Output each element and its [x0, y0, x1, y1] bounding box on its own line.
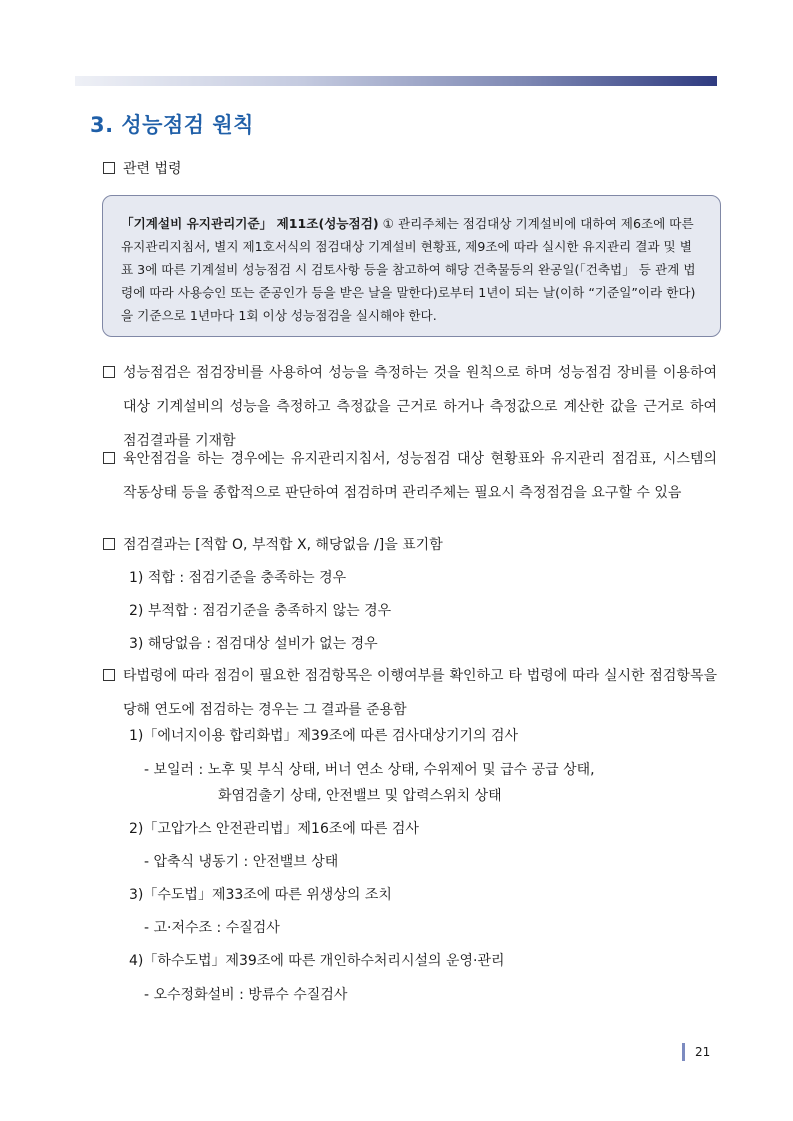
law-reference: 「기계설비 유지관리기준」 제11조(성능점검) [121, 216, 379, 231]
page-marker-bar [682, 1043, 685, 1061]
header-gradient-bar [75, 76, 717, 86]
principle-paragraph: 성능점검은 점검장비를 사용하여 성능을 측정하는 것을 원칙으로 하며 성능점검 장비를 이용하여 대상 기계설비의 성능을 측정하고 측정값을 근거로 하거나 측정값으로 계산한 값을 근거로 하여 점검결과를 기재함 [103, 356, 717, 458]
related-law-heading: 관련 법령 [103, 159, 182, 179]
law-item-title: 3)「수도법」제33조에 따른 위생상의 조치 [129, 887, 392, 903]
law-item-detail: - 고·저수조 : 수질검사 [144, 920, 280, 936]
law-quote-box [102, 195, 721, 337]
square-bullet-icon [103, 366, 115, 378]
other-laws-paragraph: 타법령에 따라 점검이 필요한 점검항목은 이행여부를 확인하고 타 법령에 따라 실시한 점검항목을 당해 연도에 점검하는 경우는 그 결과를 준용함 [103, 659, 717, 727]
marking-heading: 점검결과는 [적합 O, 부적합 X, 해당없음 /]을 표기함 [103, 535, 443, 555]
principle-paragraph: 육안점검을 하는 경우에는 유지관리지침서, 성능점검 대상 현황표와 유지관리 점검표, 시스템의 작동상태 등을 종합적으로 판단하여 점검하며 관리주체는 필요시 측정점검을 요구할 수 있음 [103, 442, 717, 510]
square-bullet-icon [103, 669, 115, 681]
law-item-detail: - 보일러 : 노후 및 부식 상태, 버너 연소 상태, 수위제어 및 급수 공급 상태, [144, 762, 595, 778]
law-item-detail: - 압축식 냉동기 : 안전밸브 상태 [144, 854, 339, 870]
law-text: ① 관리주체는 점검대상 기계설비에 대하여 제6조에 따른 유지관리지침서, 별지 제1호서식의 점검대상 기계설비 현황표, 제9조에 따라 실시한 유지관리 결과 및 별표 3에 따른 기계설비 성능점검 시 검토사항 등을 참고하여 해당 건축물등의 완공일(「건축법」 등 관계 법령에 따라 사용승인 또는 준공인가 등을 받은 날을 말한다)로부터 1년이 되는 날(이하 “기준일”이라 한다)을 기준으로 1년마다 1회 이상 성능점검을 실시해야 한다. [121, 216, 696, 323]
page-number: 21 [695, 1045, 711, 1059]
law-item-title: 4)「하수도법」제39조에 따른 개인하수처리시설의 운영·관리 [129, 953, 505, 969]
law-item-title: 1)「에너지이용 합리화법」제39조에 따른 검사대상기기의 검사 [129, 728, 519, 744]
law-item-title: 2)「고압가스 안전관리법」제16조에 따른 검사 [129, 821, 419, 837]
law-item-detail: 화염검출기 상태, 안전밸브 및 압력스위치 상태 [218, 788, 502, 804]
section-title: 3. 성능점검 원칙 [90, 113, 254, 137]
square-bullet-icon [103, 538, 115, 550]
marking-item: 1) 적합 : 점검기준을 충족하는 경우 [129, 570, 347, 586]
marking-item: 3) 해당없음 : 점검대상 설비가 없는 경우 [129, 636, 378, 652]
square-bullet-icon [103, 162, 115, 174]
law-item-detail: - 오수정화설비 : 방류수 수질검사 [144, 987, 348, 1003]
square-bullet-icon [103, 452, 115, 464]
marking-item: 2) 부적합 : 점검기준을 충족하지 않는 경우 [129, 603, 392, 619]
